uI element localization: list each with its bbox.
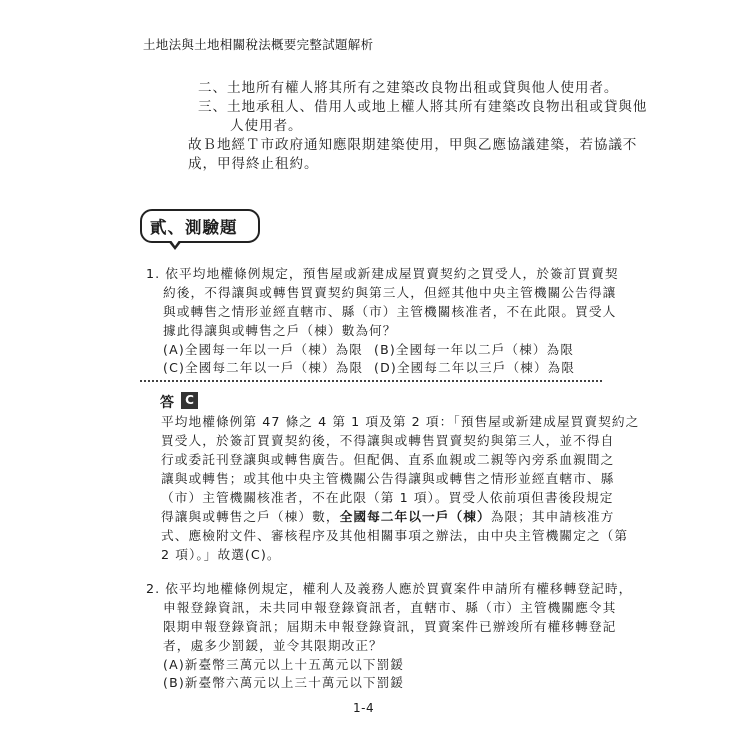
question-2-line: 限期申報登錄資訊；屆期未申報登錄資訊，買賣案件已辦竣所有權移轉登記 — [163, 619, 617, 634]
option-a: (A)全國每一年以一戶（棟）為限 — [163, 342, 364, 357]
option-b: (B)全國每一年以二戶（棟）為限 — [374, 342, 575, 357]
answer-line: 買受人，於簽訂買賣契約後，不得讓與或轉售買賣契約與第三人，並不得自 — [161, 433, 615, 448]
answer-line: 2 項）。」故選(C)。 — [161, 547, 281, 562]
running-header: 土地法與土地相關稅法概要完整試題解析 — [143, 37, 374, 52]
option-d: (D)全國每二年以三戶（棟）為限 — [374, 360, 576, 375]
answer-line: （市）主管機關核准者，不在此限（第 1 項）。買受人依前項但書後段規定 — [161, 490, 614, 505]
question-2-line: 者，處多少罰鍰，並令其限期改正？ — [163, 638, 383, 653]
text-line: 三、土地承租人、借用人或地上權人將其所有建築改良物出租或貸與他 — [198, 99, 648, 115]
divider — [140, 380, 602, 382]
question-1-line: 約後，不得讓與或轉售買賣契約與第三人，但經其他中央主管機關公告得讓 — [163, 285, 617, 300]
answer-emphasis: 全國每二年以一戶（棟） — [339, 509, 491, 524]
answer-choice-badge: C — [181, 392, 198, 409]
answer-line — [161, 507, 614, 526]
option-a: (A)新臺幣三萬元以上十五萬元以下罰鍰 — [163, 657, 405, 672]
speech-tail-inner — [170, 239, 180, 246]
text-line: 成，甲得終止租約。 — [188, 156, 319, 172]
option-b: (B)新臺幣六萬元以上三十萬元以下罰鍰 — [163, 675, 405, 690]
question-1-line: 與或轉售之情形並經直轄市、縣（市）主管機關核准者，不在此限。買受人 — [163, 304, 617, 319]
answer-line: 行或委託刊登讓與或轉售廣告。但配偶、直系血親或二親等內旁系血親間之 — [161, 452, 615, 467]
answer-text: 得讓與或轉售之戶（棟）數， — [161, 509, 340, 524]
answer-line: 平均地權條例第 47 條之 4 第 1 項及第 2 項：「預售屋或新建成屋買賣契約之 — [161, 414, 640, 429]
question-1-line: 據此得讓與或轉售之戶（棟）數為何？ — [163, 323, 397, 338]
text-line: 二、土地所有權人將其所有之建築改良物出租或貸與他人使用者。 — [198, 80, 619, 96]
option-c: (C)全國每二年以一戶（棟）為限 — [163, 360, 364, 375]
question-2-line: 2. 依平均地權條例規定，權利人及義務人應於買賣案件申請所有權移轉登記時， — [146, 581, 633, 596]
answer-text: 為限；其申請核准方 — [490, 509, 615, 524]
text-line: 故Ｂ地經Ｔ市政府通知應限期建築使用，甲與乙應協議建築，若協議不 — [188, 137, 638, 153]
answer-label: 答 — [160, 395, 174, 411]
section-title: 貳、測驗題 — [150, 218, 238, 237]
question-2-line: 申報登錄資訊，未共同申報登錄資訊者，直轄市、縣（市）主管機關應令其 — [163, 600, 617, 615]
answer-line: 讓與或轉售；或其他中央主管機關公告得讓與或轉售之情形並經直轄市、縣 — [161, 471, 615, 486]
answer-line: 式、應檢附文件、審核程序及其他相關事項之辦法，由中央主管機關定之（第 — [161, 528, 629, 543]
question-1-line: 1. 依平均地權條例規定，預售屋或新建成屋買賣契約之買受人，於簽訂買賣契 — [146, 266, 619, 281]
text-line: 人使用者。 — [230, 118, 303, 134]
page-number: 1-4 — [353, 701, 375, 715]
